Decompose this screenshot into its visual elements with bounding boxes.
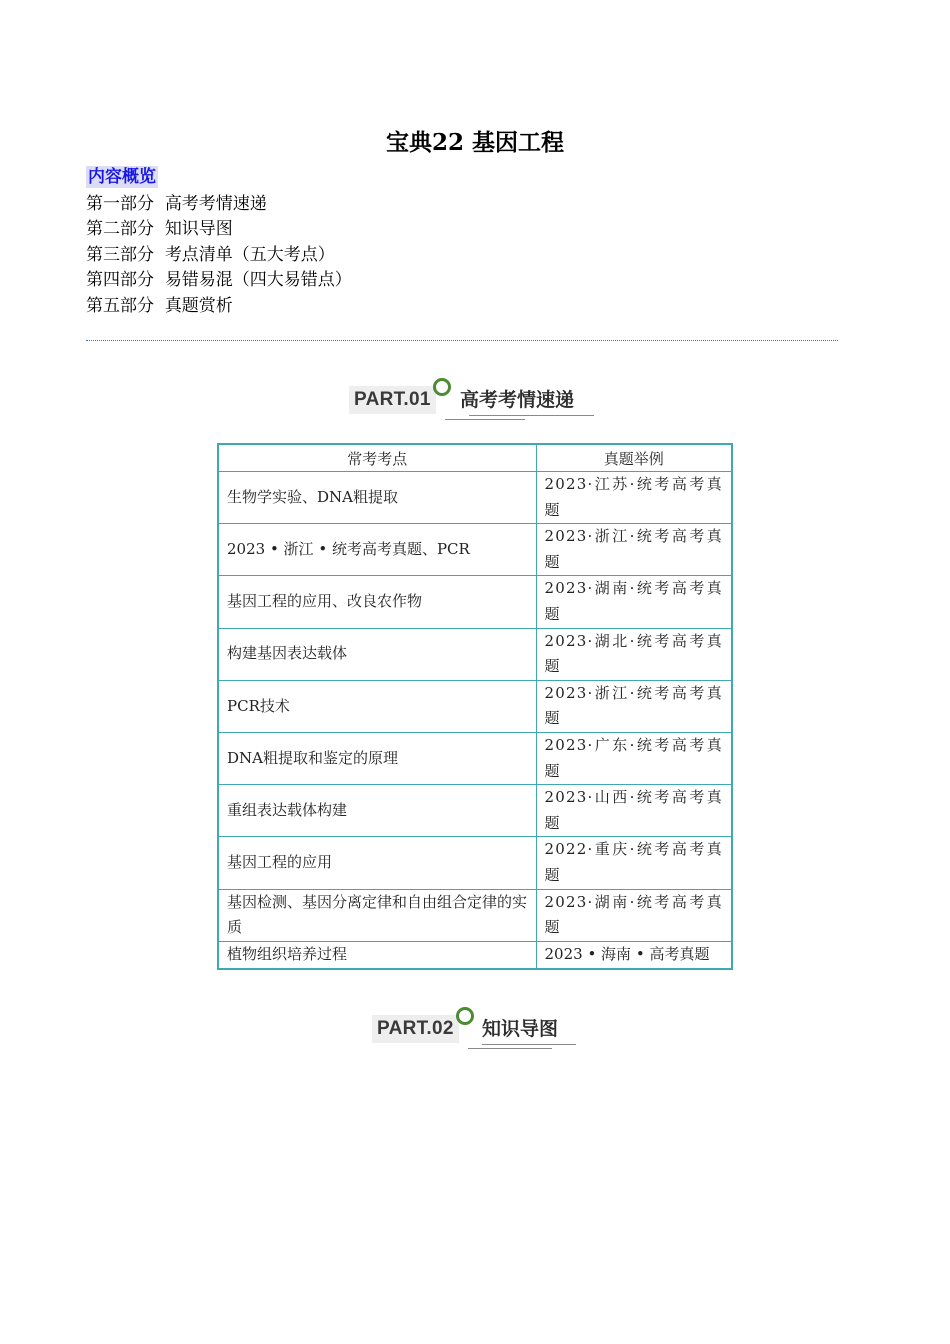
table-row xyxy=(218,576,732,628)
exam-example-cell: 2023·湖南·统考高考真题 xyxy=(536,576,732,628)
document-title: 宝典22 基因工程 xyxy=(385,129,564,156)
overview-label: 内容概览 xyxy=(88,167,156,187)
dotted-divider xyxy=(86,340,838,341)
table-row xyxy=(218,837,732,889)
toc-part: 第一部分 xyxy=(86,194,154,214)
table-header-row xyxy=(218,444,732,472)
table-row xyxy=(218,524,732,576)
exam-point-cell: 植物组织培养过程 xyxy=(218,941,536,969)
part01-heading xyxy=(349,378,599,424)
toc-name: 易错易混（四大易错点） xyxy=(164,270,352,291)
underline-decoration xyxy=(445,419,525,420)
exam-point-cell: 构建基因表达载体 xyxy=(218,628,536,680)
ring-icon xyxy=(456,1007,474,1025)
table-row xyxy=(218,472,732,524)
underline-decoration xyxy=(468,1048,552,1049)
table-row xyxy=(218,889,732,941)
underline-decoration xyxy=(482,1044,576,1045)
part01-title: 高考考情速递 xyxy=(460,389,575,411)
exam-example-cell: 2023·山西·统考高考真题 xyxy=(536,785,732,837)
table-row xyxy=(218,785,732,837)
toc-item xyxy=(86,268,352,293)
toc-part: 第五部分 xyxy=(86,295,154,316)
table-row xyxy=(218,941,732,969)
exam-example-cell: 2022·重庆·统考高考真题 xyxy=(536,837,732,889)
exam-point-cell: 基因工程的应用 xyxy=(218,837,536,889)
exam-point-cell: 重组表达载体构建 xyxy=(218,785,536,837)
toc-item xyxy=(86,294,352,319)
table-of-contents xyxy=(86,192,352,319)
exam-example-cell: 2023 • 海南 • 高考真题 xyxy=(536,941,732,969)
exam-example-cell: 2023·浙江·统考高考真题 xyxy=(536,524,732,576)
exam-points-table xyxy=(217,443,733,970)
exam-point-cell: DNA粗提取和鉴定的原理 xyxy=(218,732,536,784)
toc-part: 第三部分 xyxy=(86,244,154,265)
toc-item xyxy=(86,192,352,217)
toc-name: 考点清单（五大考点） xyxy=(164,244,335,265)
toc-part: 第四部分 xyxy=(86,270,154,291)
exam-example-cell: 2023·浙江·统考高考真题 xyxy=(536,680,732,732)
exam-example-cell: 2023·湖南·统考高考真题 xyxy=(536,889,732,941)
part02-tag: PART.02 xyxy=(372,1015,459,1043)
underline-decoration xyxy=(469,415,594,416)
table-row xyxy=(218,680,732,732)
exam-example-cell: 2023·江苏·统考高考真题 xyxy=(536,472,732,524)
table-row xyxy=(218,732,732,784)
exam-example-cell: 2023·湖北·统考高考真题 xyxy=(536,628,732,680)
toc-name: 高考考情速递 xyxy=(164,194,267,214)
column-header: 常考考点 xyxy=(218,444,536,472)
toc-name: 真题赏析 xyxy=(164,295,233,316)
exam-point-cell: 生物学实验、DNA粗提取 xyxy=(218,472,536,524)
exam-point-cell: PCR技术 xyxy=(218,680,536,732)
exam-example-cell: 2023·广东·统考高考真题 xyxy=(536,732,732,784)
toc-item xyxy=(86,243,352,268)
column-header: 真题举例 xyxy=(536,444,732,472)
exam-point-cell: 2023 • 浙江 • 统考高考真题、PCR xyxy=(218,524,536,576)
toc-item xyxy=(86,217,352,242)
exam-point-cell: 基因工程的应用、改良农作物 xyxy=(218,576,536,628)
toc-part: 第二部分 xyxy=(86,219,154,240)
part01-tag: PART.01 xyxy=(349,386,436,414)
ring-icon xyxy=(433,378,451,396)
part02-heading xyxy=(372,1007,582,1053)
part02-title: 知识导图 xyxy=(482,1018,559,1040)
exam-point-cell: 基因检测、基因分离定律和自由组合定律的实质 xyxy=(218,889,536,941)
table-row xyxy=(218,628,732,680)
toc-name: 知识导图 xyxy=(164,219,233,240)
